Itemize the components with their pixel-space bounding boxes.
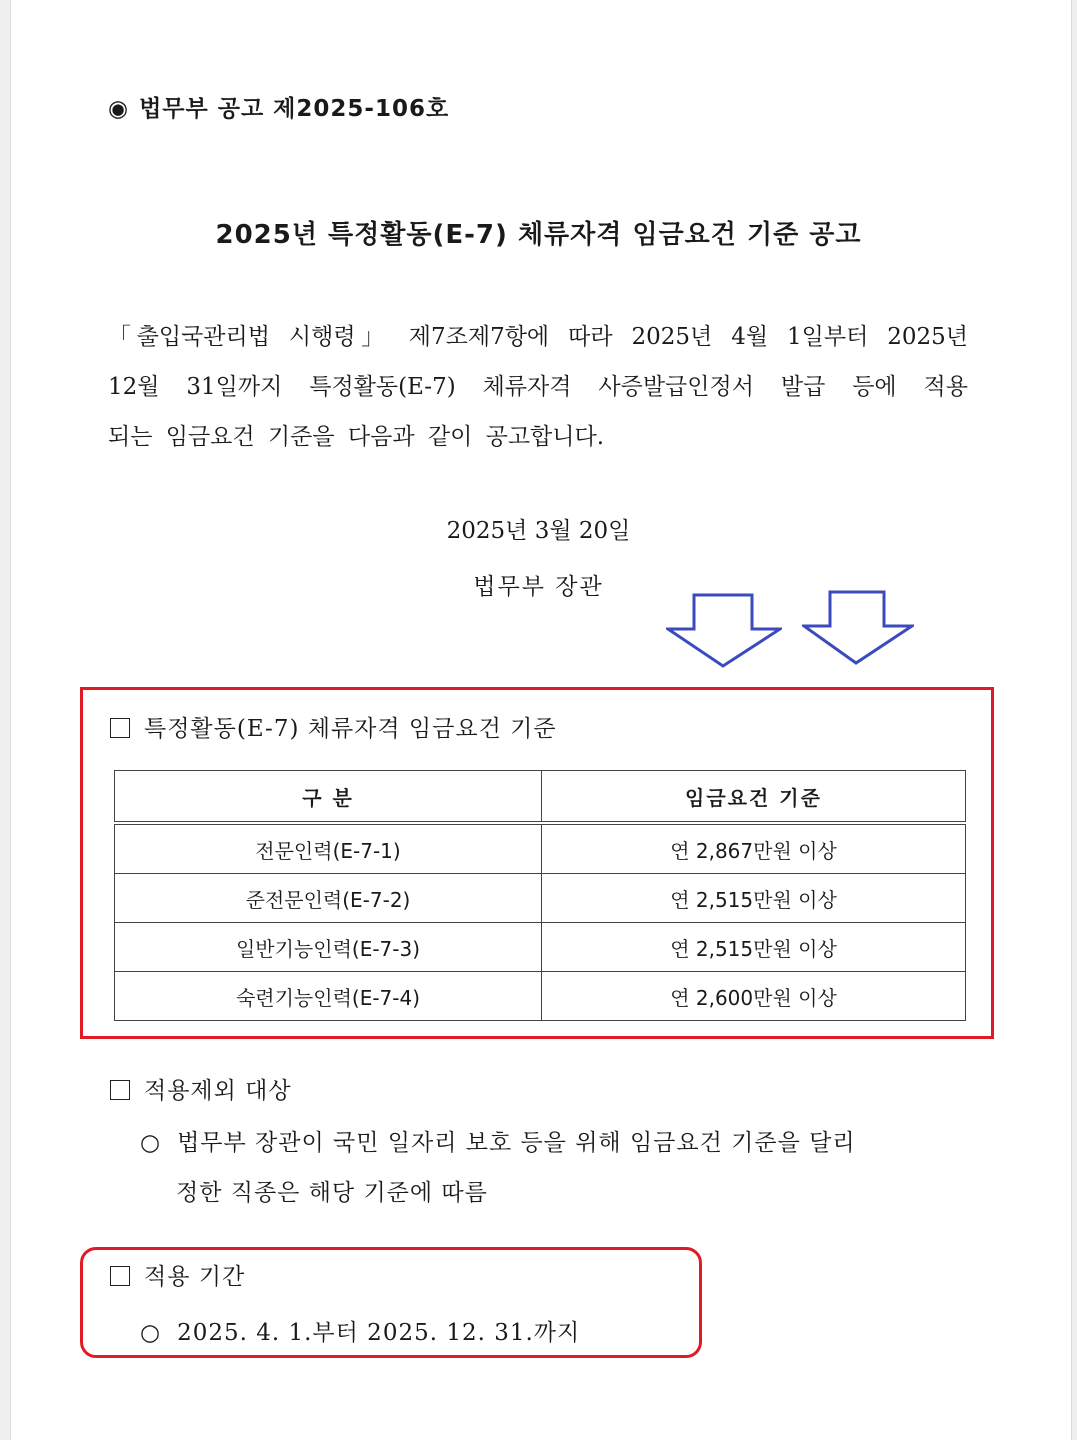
- checkbox-square-icon: [110, 718, 130, 738]
- table-row: [115, 823, 966, 874]
- checkbox-square-icon: [110, 1266, 130, 1286]
- table-cell-wage: 연 2,515만원 이상: [542, 923, 966, 972]
- body-paragraph: [108, 312, 968, 462]
- table-cell-wage: 연 2,867만원 이상: [542, 823, 966, 874]
- down-arrow-icon: [802, 590, 914, 666]
- down-arrow-icon: [666, 593, 782, 669]
- table-cell-wage: 연 2,515만원 이상: [542, 874, 966, 923]
- table-header-wage: 임금요건 기준: [542, 771, 966, 824]
- document-title: 2025년 특정활동(E-7) 체류자격 임금요건 기준 공고: [215, 220, 862, 250]
- section-heading-text: 특정활동(E-7) 체류자격 임금요건 기준: [144, 716, 557, 742]
- exclusion-bullet-line: [140, 1124, 970, 1157]
- wage-table: [114, 770, 966, 1021]
- table-cell-category: 전문인력(E-7-1): [115, 823, 542, 874]
- exclusion-text-line: 정한 직종은 해당 기준에 따름: [176, 1180, 488, 1206]
- notice-number-text: 법무부 공고 제2025-106호: [139, 96, 450, 122]
- section-heading-period: [110, 1258, 245, 1291]
- table-cell-category: 준전문인력(E-7-2): [115, 874, 542, 923]
- section-heading-text: 적용제외 대상: [144, 1078, 292, 1104]
- table-row: [115, 874, 966, 923]
- section-heading-wage: [110, 710, 557, 743]
- body-line: 12월 31일까지 특정활동(E-7) 체류자격 사증발급인정서 발급 등에 적용: [108, 374, 968, 400]
- notice-bullet: ◉: [108, 96, 130, 122]
- section-heading-exclusion: [110, 1072, 292, 1105]
- circle-bullet-icon: ○: [140, 1320, 162, 1346]
- section-heading-text: 적용 기간: [144, 1264, 246, 1290]
- table-cell-wage: 연 2,600만원 이상: [542, 972, 966, 1021]
- period-bullet-line: [140, 1314, 580, 1347]
- circle-bullet-icon: ○: [140, 1130, 162, 1156]
- period-text: 2025. 4. 1.부터 2025. 12. 31.까지: [177, 1320, 581, 1346]
- exclusion-text-line: 법무부 장관이 국민 일자리 보호 등을 위해 임금요건 기준을 달리: [177, 1130, 856, 1156]
- table-header-row: [115, 771, 966, 824]
- body-line: 「출입국관리법 시행령」 제7조제7항에 따라 2025년 4월 1일부터 2025년: [108, 324, 968, 350]
- table-cell-category: 일반기능인력(E-7-3): [115, 923, 542, 972]
- table-row: [115, 923, 966, 972]
- issuer: 법무부 장관: [473, 574, 604, 600]
- table-cell-category: 숙련기능인력(E-7-4): [115, 972, 542, 1021]
- notice-date: 2025년 3월 20일: [446, 518, 631, 544]
- checkbox-square-icon: [110, 1080, 130, 1100]
- table-row: [115, 972, 966, 1021]
- body-line: 되는 임금요건 기준을 다음과 같이 공고합니다.: [108, 424, 605, 450]
- table-header-category: 구 분: [115, 771, 542, 824]
- exclusion-text-continued: [176, 1174, 488, 1207]
- notice-number: [108, 90, 449, 123]
